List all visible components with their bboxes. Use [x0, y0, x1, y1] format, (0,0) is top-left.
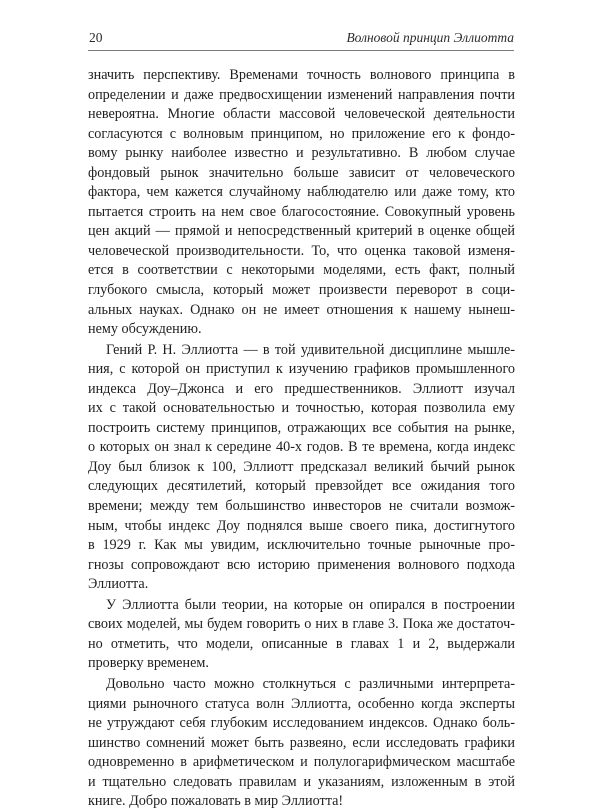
- text-line: и тщательно следовать правилам и указаниям, изложенным в этой: [88, 773, 515, 790]
- text-line: нему обсуждению.: [88, 321, 202, 338]
- text-line: гнозы сопровождают всю историю применения волнового подхода: [88, 556, 515, 573]
- text-line: невероятна. Многие области массовой человеческой деятельности: [88, 106, 515, 123]
- page-number: 20: [89, 30, 103, 45]
- text-line: в 1929 г. Как мы увидим, исключительно точные рыночные про-: [88, 537, 515, 554]
- text-line: одновременно в арифметическом и полулогарифмическом масштабе: [88, 754, 515, 771]
- text-line: Эллиотта.: [88, 576, 149, 593]
- paragraph: [88, 596, 515, 674]
- text-line: но отметить, что модели, описанные в главах 1 и 2, выдержали: [88, 635, 515, 652]
- text-line: следующих десятилетий, который превзойдет все ожидания того: [88, 478, 515, 495]
- paragraph: [88, 341, 515, 595]
- text-line: индекса Доу–Джонса и его предшественников. Эллиотт изучал: [88, 380, 515, 397]
- text-line: ным, чтобы индекс Доу поднялся выше своего пика, достигнутого: [88, 517, 515, 534]
- text-line: проверку временем.: [88, 655, 209, 672]
- text-line: ется в соответствии с некоторыми моделями, есть факт, полный: [88, 262, 515, 279]
- text-line: своих моделей, мы будем говорить о них в главе 3. Пока же достаточ-: [88, 616, 515, 633]
- paragraph: [88, 675, 515, 812]
- text-line: Гений Р. Н. Эллиотта — в той удивительной дисциплине мышле-: [106, 341, 515, 358]
- text-line: глубокого смысла, который может произвести переворот в соци-: [88, 282, 515, 299]
- text-line: времени; между тем большинство инвесторов не считали возмож-: [88, 498, 515, 515]
- body-text: [88, 66, 515, 812]
- text-line: Доу был близок к 100, Эллиотт предсказал великий бычий рынок: [88, 458, 515, 475]
- page-header: [88, 28, 514, 51]
- text-line: цен акций — прямой и непосредственный критерий в оценке общей: [88, 223, 515, 240]
- text-line: их с такой основательностью и точностью, которая позволила ему: [88, 400, 515, 417]
- text-line: альных науках. Однако он не имеет отношения к нашему нынеш-: [88, 301, 515, 318]
- text-line: вому рынку наиболее известно и результативно. В любом случае: [88, 145, 515, 162]
- text-line: шинство сомнений может быть развеяно, если исследовать графики: [88, 734, 515, 751]
- text-line: согласуются с волновым принципом, но приложение его к фондо-: [88, 125, 515, 142]
- text-line: фактора, чем кажется случайному наблюдателю или даже тому, кто: [88, 184, 515, 201]
- text-line: о которых он знал к середине 40-х годов. В те времена, когда индекс: [88, 439, 515, 456]
- text-line: пытается строить на нем свое благосостояние. Совокупный уровень: [88, 203, 515, 220]
- paragraph: [88, 66, 515, 340]
- text-line: не утруждают себя глубоким исследованием индексов. Однако боль-: [88, 715, 515, 732]
- text-line: книге. Добро пожаловать в мир Эллиотта!: [88, 793, 344, 810]
- text-line: построить систему принципов, отражающих все события на рынке,: [88, 419, 515, 436]
- text-line: определении и даже предвосхищении изменений направления почти: [88, 86, 515, 103]
- text-line: фондовый рынок значительно больше зависит от человеческого: [88, 164, 515, 181]
- text-line: значить перспективу. Временами точность волнового принципа в: [88, 67, 515, 83]
- text-line: У Эллиотта были теории, на которые он опирался в построении: [106, 596, 515, 613]
- text-line: Довольно часто можно столкнуться с различными интерпрета-: [106, 675, 515, 692]
- text-line: человеческой производительности. То, что оценка таковой изменя-: [88, 242, 515, 259]
- text-line: циями рыночного статуса волн Эллиотта, особенно когда эксперты: [88, 695, 515, 712]
- running-title: Волновой принцип Эллиотта: [346, 30, 514, 45]
- text-line: ния, с которой он приступил к изучению графиков промышленного: [88, 361, 515, 378]
